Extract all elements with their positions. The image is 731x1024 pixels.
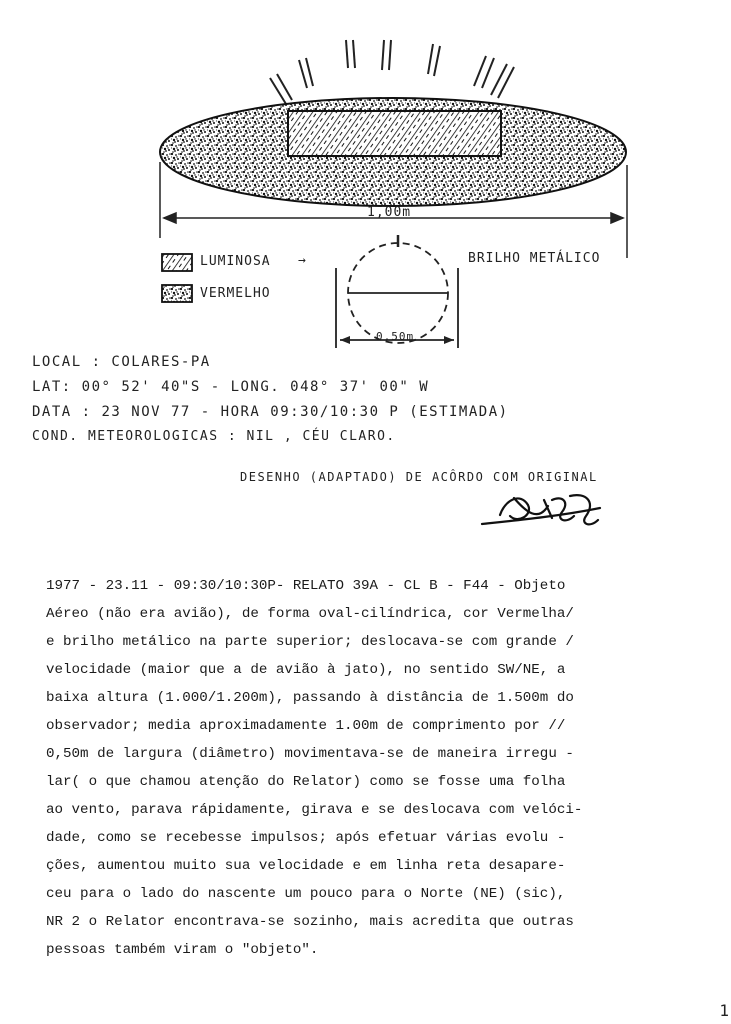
length-label: 1,00m: [367, 205, 412, 220]
report-line: baixa altura (1.000/1.200m), passando à distância de 1.500m do: [46, 690, 574, 706]
info-coordinates: LAT: 00° 52' 40"S - LONG. 048° 37' 00" W: [32, 379, 430, 395]
report-line: Aéreo (não era avião), de forma oval-cilíndrica, cor Vermelha/: [46, 606, 574, 622]
report-line: 1977 - 23.11 - 09:30/10:30P- RELATO 39A - CL B - F44 - Objeto: [46, 578, 566, 594]
report-line: ao vento, parava rápidamente, girava e se deslocava com velóci-: [46, 802, 583, 818]
signature: [482, 495, 600, 524]
drawing-note: DESENHO (ADAPTADO) DE ACÔRDO COM ORIGINAL: [240, 470, 598, 484]
report-line: velocidade (maior que a de avião à jato), no sentido SW/NE, a: [46, 662, 566, 678]
legend-vermelho-swatch: [162, 285, 192, 302]
legend-luminosa-label: LUMINOSA: [200, 254, 271, 269]
info-weather: COND. METEOROLOGICAS : NIL , CÉU CLARO.: [32, 429, 396, 444]
report-line: ções, aumentou muito sua velocidade e em linha reta desapare-: [46, 858, 566, 874]
report-line: observador; media aproximadamente 1.00m de comprimento por //: [46, 718, 566, 734]
legend-luminosa-swatch: [162, 254, 192, 271]
report-line: pessoas também viram o "objeto".: [46, 942, 319, 958]
report-line: dade, como se recebesse impulsos; após efetuar várias evolu -: [46, 830, 566, 846]
report-line: lar( o que chamou atenção do Relator) como se fosse uma folha: [46, 774, 566, 790]
arrow-label: →: [298, 253, 307, 268]
info-date-time: DATA : 23 NOV 77 - HORA 09:30/10:30 P (ESTIMADA): [32, 404, 509, 420]
info-local: LOCAL : COLARES-PA: [32, 354, 211, 370]
page-mark: 1: [719, 1001, 729, 1020]
report-line: 0,50m de largura (diâmetro) movimentava-se de maneira irregu -: [46, 746, 574, 762]
metallic-label: BRILHO METÁLICO: [468, 251, 601, 266]
light-rays: [270, 40, 514, 104]
legend-vermelho-label: VERMELHO: [200, 286, 271, 301]
object-luminous-top: [288, 111, 501, 156]
report-line: e brilho metálico na parte superior; deslocava-se com grande /: [46, 634, 574, 650]
diameter-label: 0,50m: [376, 330, 415, 343]
report-line: ceu para o lado do nascente um pouco para o Norte (NE) (sic),: [46, 886, 566, 902]
report-text: [46, 572, 706, 964]
report-line: NR 2 o Relator encontrava-se sozinho, mais acredita que outras: [46, 914, 574, 930]
